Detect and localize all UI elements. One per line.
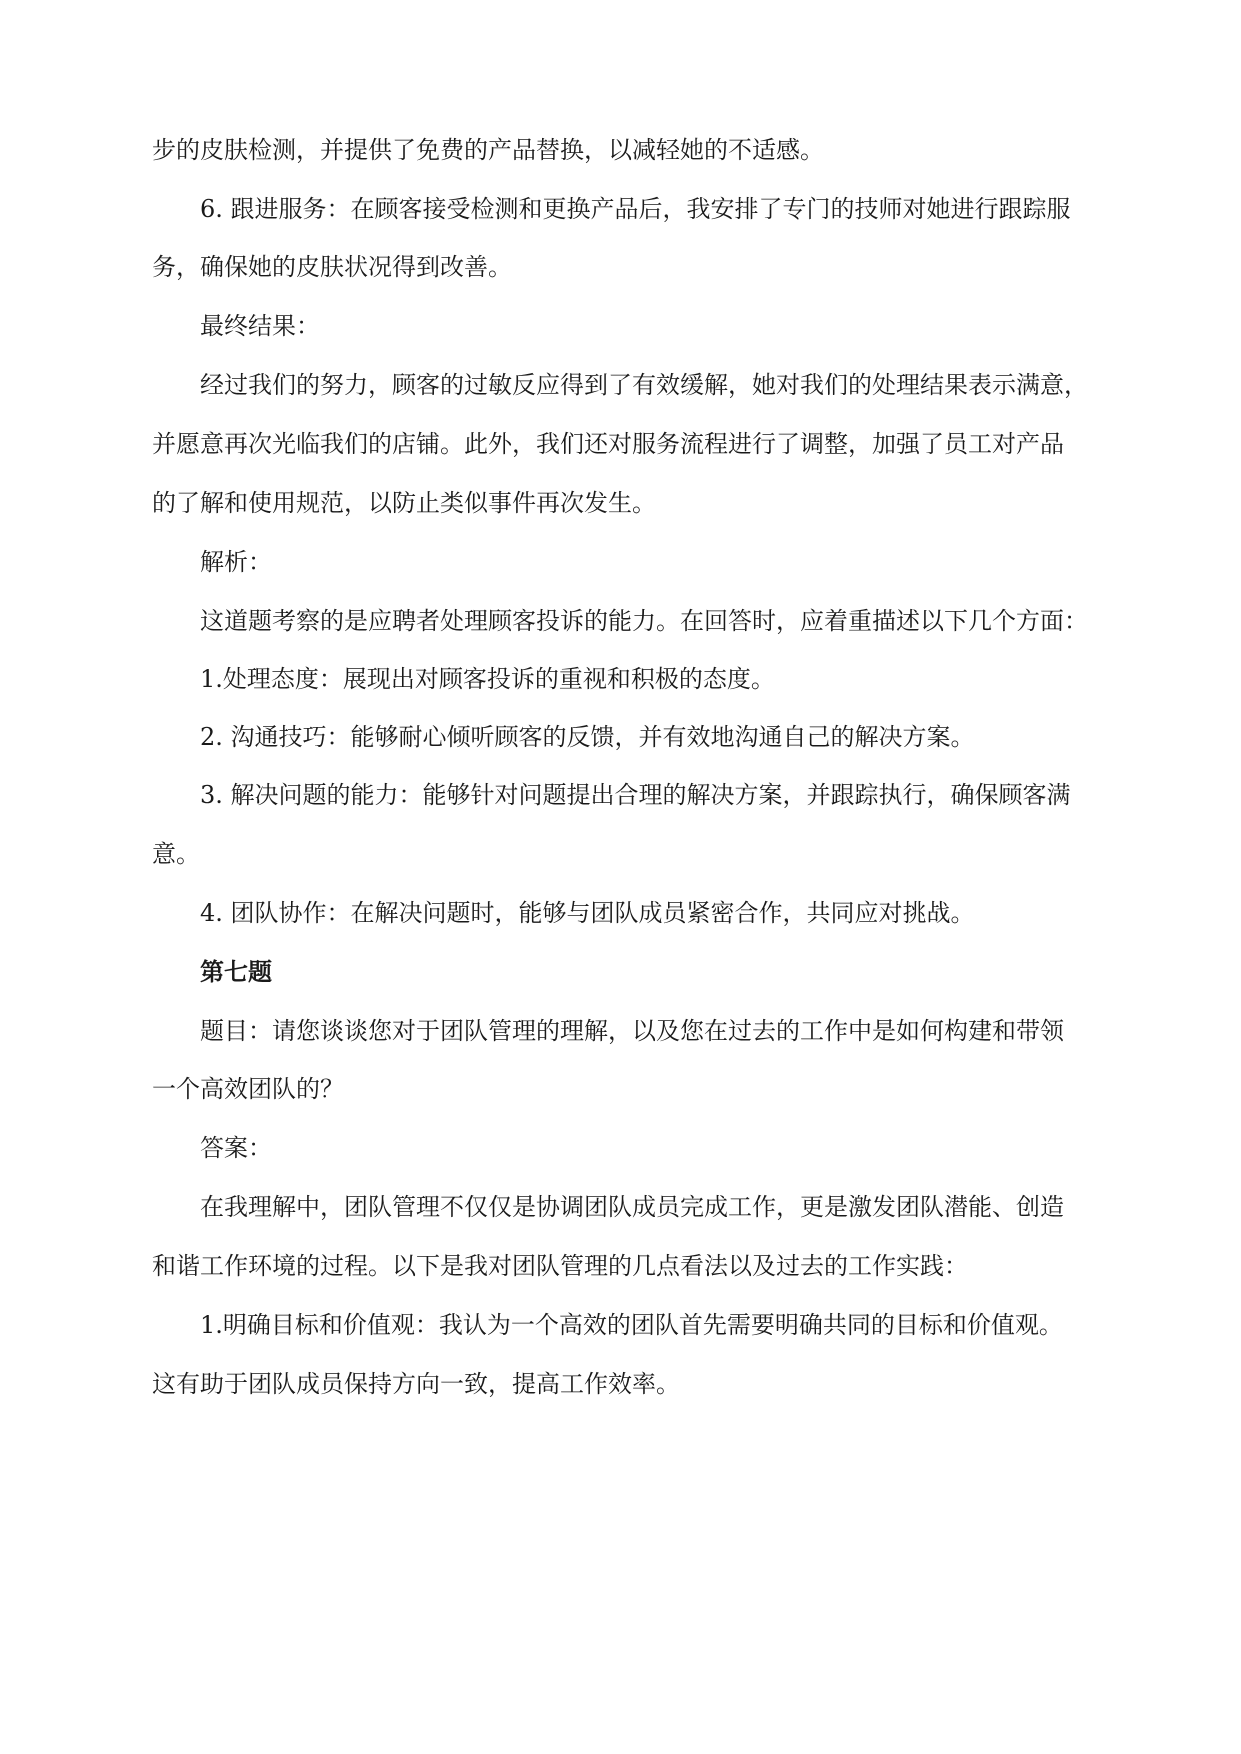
text-line-11: 2. 沟通技巧：能够耐心倾听顾客的反馈，并有效地沟通自己的解决方案。: [200, 723, 975, 751]
question-heading: 第七题: [200, 957, 272, 986]
text-line-16: 题目：请您谈谈您对于团队管理的理解，以及您在过去的工作中是如何构建和带领: [200, 1017, 1064, 1045]
text-line-2: 6. 跟进服务：在顾客接受检测和更换产品后，我安排了专门的技师对她进行跟踪服: [200, 195, 1071, 223]
text-line-6: 并愿意再次光临我们的店铺。此外，我们还对服务流程进行了调整，加强了员工对产品: [152, 430, 1064, 458]
text-line-19: 在我理解中，团队管理不仅仅是协调团队成员完成工作，更是激发团队潜能、创造: [200, 1193, 1064, 1221]
text-line-7: 的了解和使用规范，以防止类似事件再次发生。: [152, 489, 656, 517]
text-line-22: 这有助于团队成员保持方向一致，提高工作效率。: [152, 1370, 680, 1398]
text-line-1: 步的皮肤检测，并提供了免费的产品替换，以减轻她的不适感。: [152, 136, 824, 164]
text-line-10: 1.处理态度：展现出对顾客投诉的重视和积极的态度。: [200, 665, 775, 693]
text-line-17: 一个高效团队的？: [152, 1075, 344, 1103]
text-line-5: 经过我们的努力，顾客的过敏反应得到了有效缓解，她对我们的处理结果表示满意，: [200, 371, 1088, 399]
text-line-12: 3. 解决问题的能力：能够针对问题提出合理的解决方案，并跟踪执行，确保顾客满: [200, 781, 1071, 809]
text-line-9: 这道题考察的是应聘者处理顾客投诉的能力。在回答时，应着重描述以下几个方面：: [200, 607, 1088, 635]
text-line-13: 意。: [152, 840, 200, 868]
section-label-result: 最终结果：: [200, 312, 320, 340]
text-line-20: 和谐工作环境的过程。以下是我对团队管理的几点看法以及过去的工作实践：: [152, 1252, 968, 1280]
section-label-answer: 答案：: [200, 1134, 272, 1162]
text-line-3: 务，确保她的皮肤状况得到改善。: [152, 253, 512, 281]
text-line-21: 1.明确目标和价值观：我认为一个高效的团队首先需要明确共同的目标和价值观。: [200, 1311, 1063, 1339]
section-label-analysis: 解析：: [200, 548, 272, 576]
text-line-14: 4. 团队协作：在解决问题时，能够与团队成员紧密合作，共同应对挑战。: [200, 899, 975, 927]
